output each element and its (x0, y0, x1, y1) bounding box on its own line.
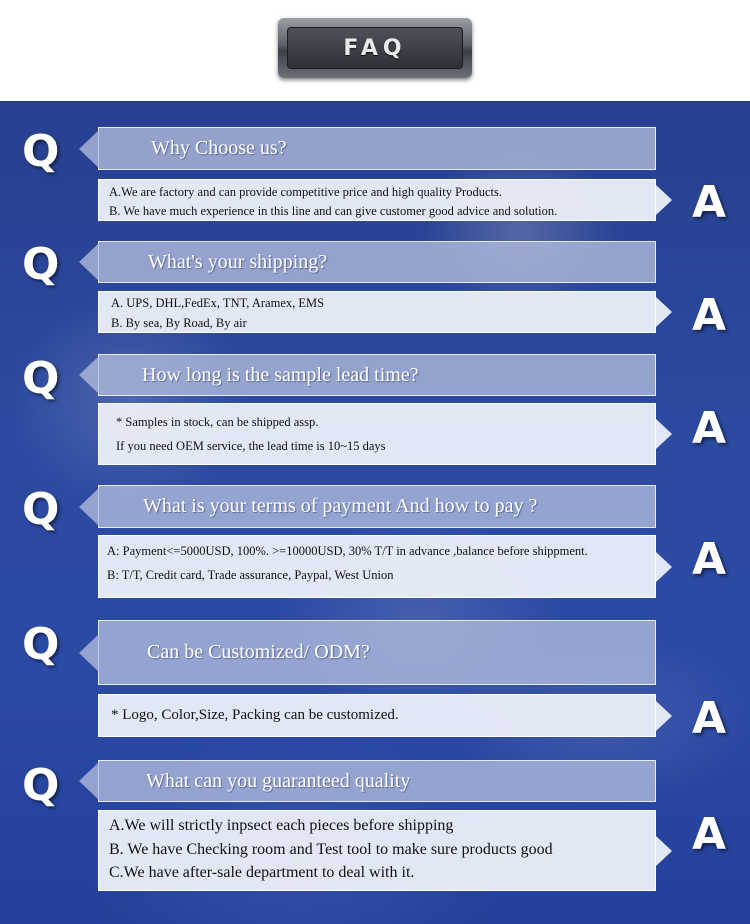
header-area (0, 0, 750, 101)
answer-line: B: T/T, Credit card, Trade assurance, Paypal, West Union (107, 568, 394, 582)
answer-line: A.We will strictly inpsect each pieces before shipping (109, 817, 454, 834)
answer-line: B. By sea, By Road, By air (111, 316, 247, 330)
q-letter: Q (22, 239, 60, 290)
answer-line: A: Payment<=5000USD, 100%. >=10000USD, 30% T/T in advance ,balance before shippment. (107, 544, 588, 558)
faq-question-4: What is your terms of payment And how to pay ? (98, 485, 656, 528)
answer-line: * Logo, Color,Size, Packing can be customized. (111, 707, 399, 723)
a-letter: A (692, 290, 727, 341)
faq-answer-6 (98, 810, 656, 891)
answer-line: A.We are factory and can provide competitive price and high quality Products. (109, 185, 502, 199)
q-letter: Q (22, 353, 60, 404)
faq-badge-label: FAQ (287, 27, 463, 69)
a-letter: A (692, 693, 727, 744)
faq-question-3: How long is the sample lead time? (98, 354, 656, 396)
a-letter: A (692, 403, 727, 454)
faq-badge (278, 18, 472, 78)
faq-answer-1 (98, 179, 656, 221)
faq-answer-5 (98, 694, 656, 737)
faq-question-1: Why Choose us? (98, 127, 656, 170)
faq-question-2: What's your shipping? (98, 241, 656, 283)
q-letter: Q (22, 484, 60, 535)
q-letter: Q (22, 619, 60, 670)
faq-answer-4 (98, 535, 656, 598)
answer-line: A. UPS, DHL,FedEx, TNT, Aramex, EMS (111, 296, 325, 310)
a-letter: A (692, 177, 727, 228)
answer-line: C.We have after-sale department to deal with it. (109, 864, 415, 881)
faq-question-5: Can be Customized/ ODM? (98, 620, 656, 685)
answer-line: B. We have much experience in this line and can give customer good advice and solution. (109, 204, 558, 218)
answer-line: B. We have Checking room and Test tool to make sure products good (109, 841, 553, 858)
faq-panel (0, 101, 750, 924)
answer-line: If you need OEM service, the lead time is 10~15 days (116, 439, 386, 453)
q-letter: Q (22, 126, 60, 177)
faq-answer-3 (98, 403, 656, 465)
a-letter: A (692, 534, 727, 585)
a-letter: A (692, 809, 727, 860)
q-letter: Q (22, 760, 60, 811)
faq-answer-2 (98, 291, 656, 333)
answer-line: * Samples in stock, can be shipped assp. (116, 415, 319, 429)
faq-question-6: What can you guaranteed quality (98, 760, 656, 802)
